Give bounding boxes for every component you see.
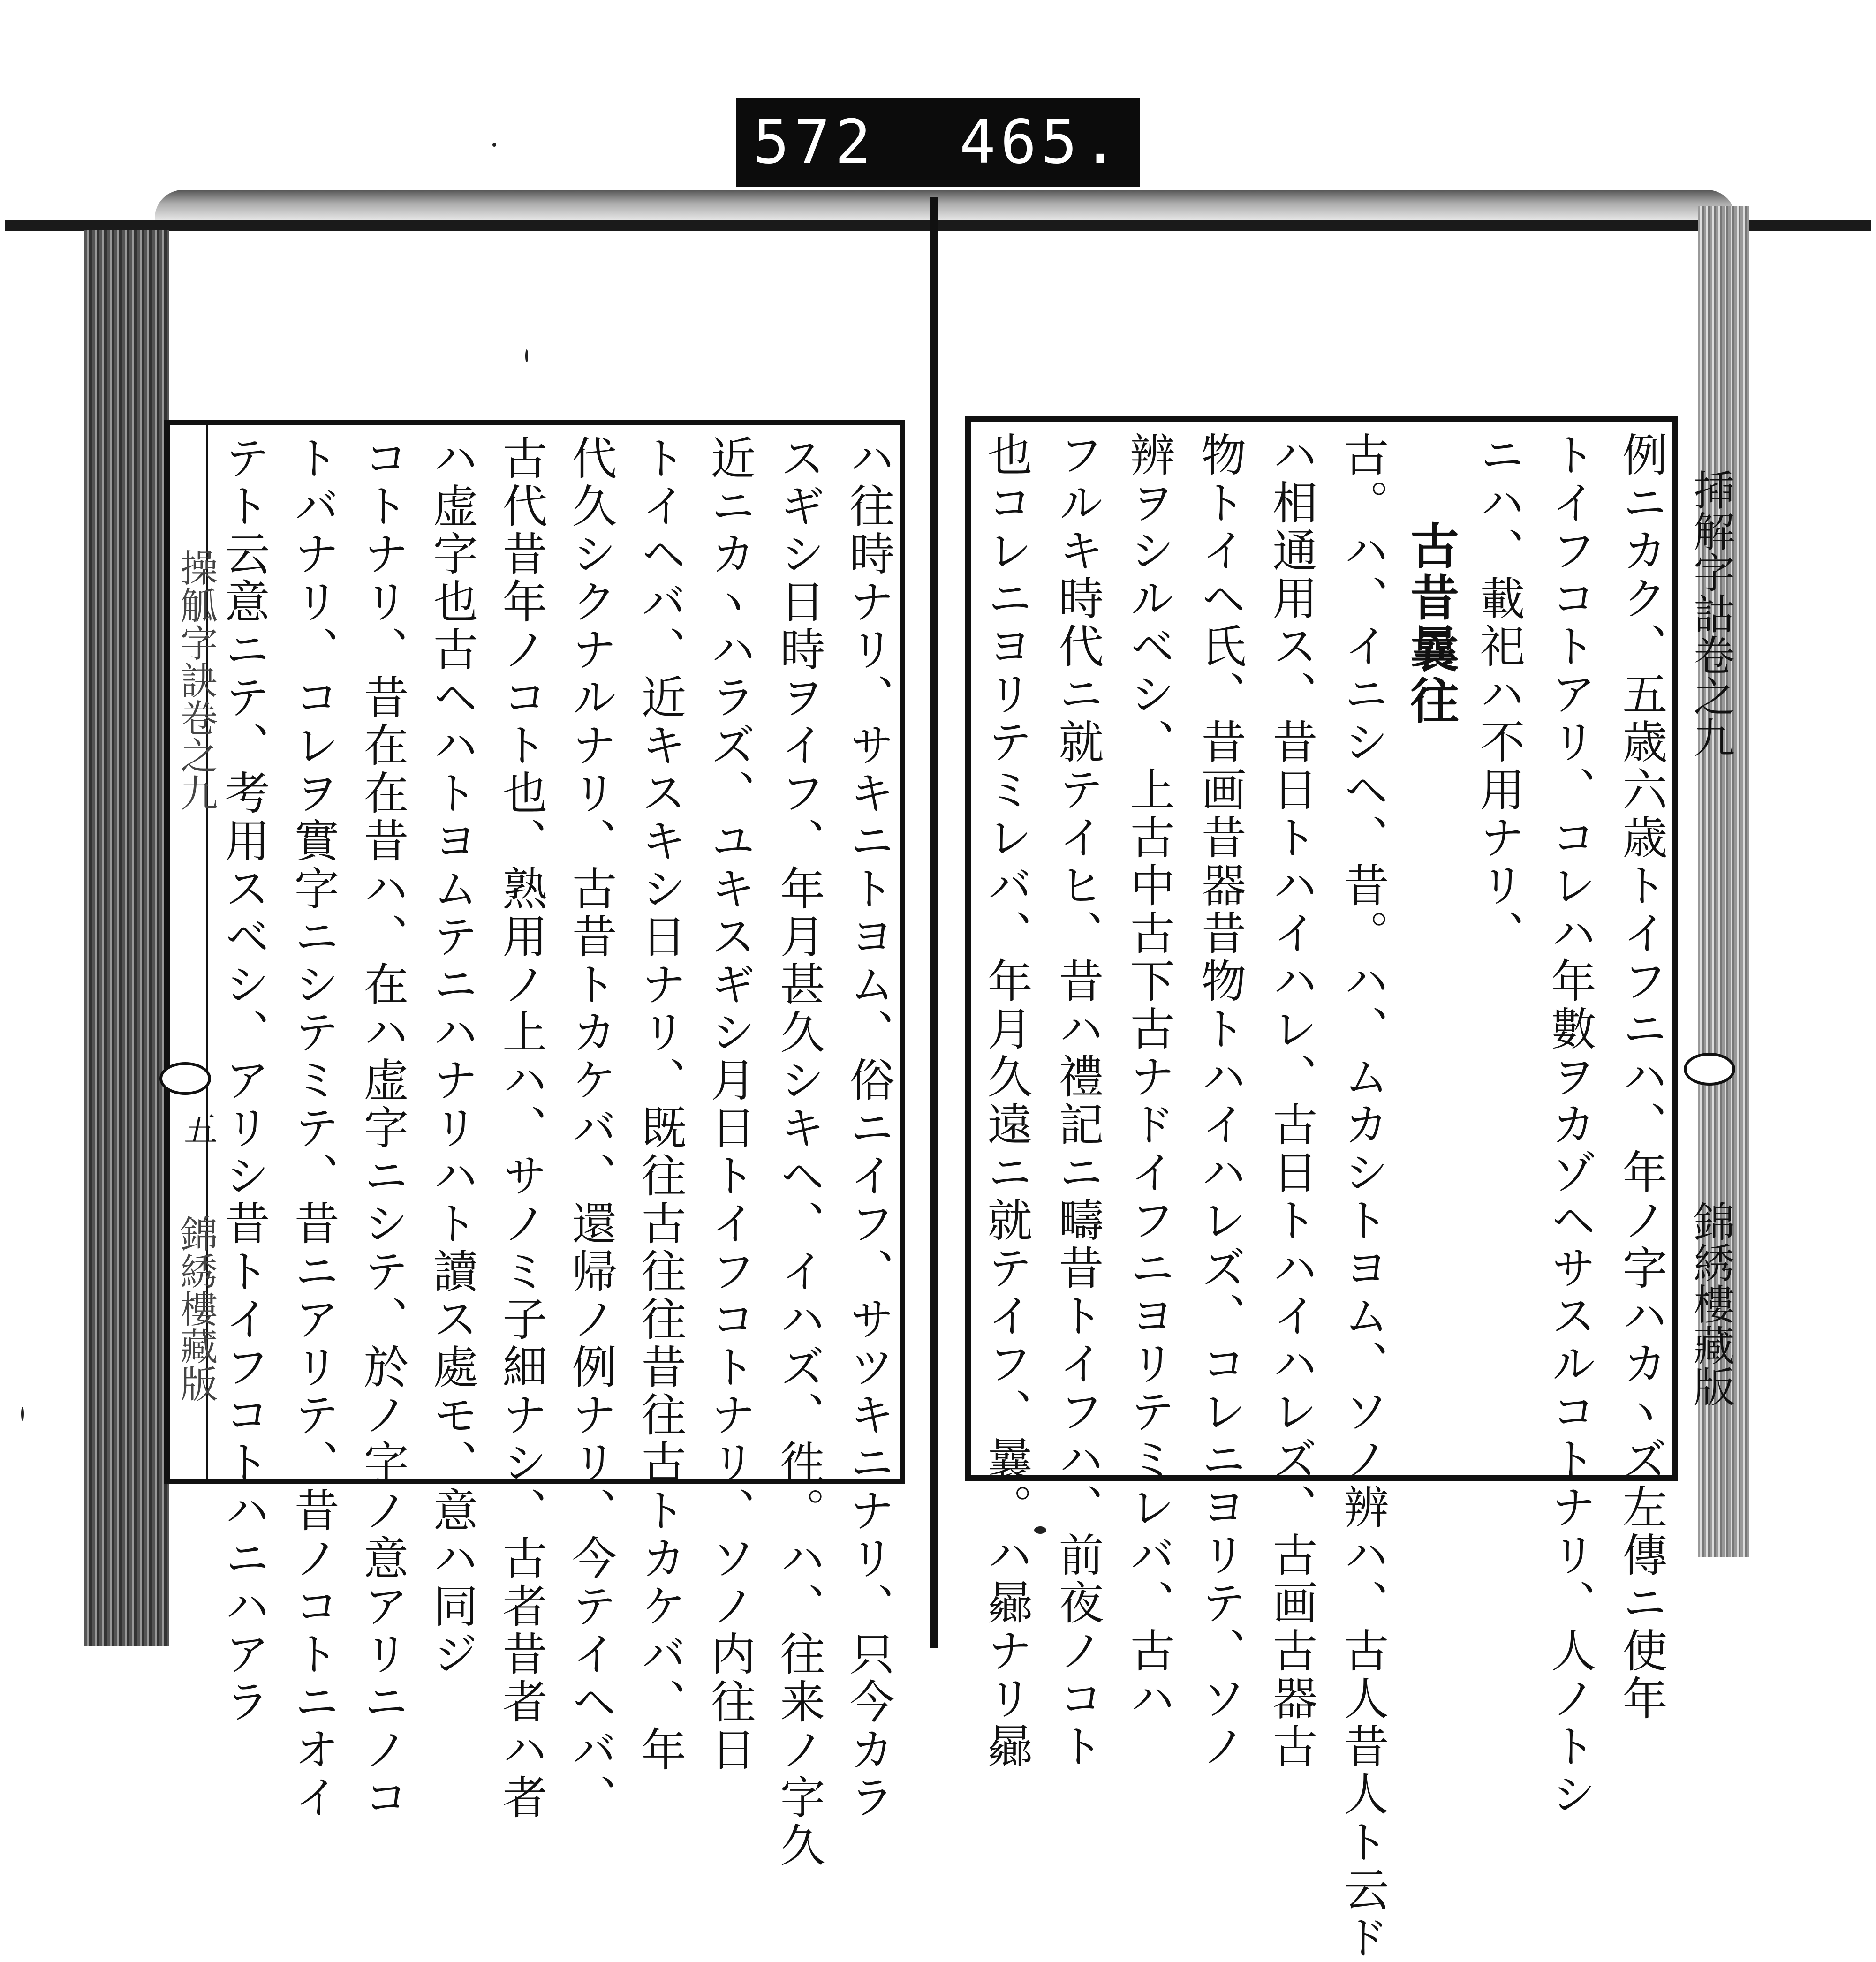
left-text-column: テト云意ニテ、考用スベシ、アリシ昔トイフコトハニハアラ: [218, 435, 270, 1726]
book-spine-gutter: [930, 197, 938, 1648]
right-margin-publisher: 錦綉樓藏版: [1687, 1200, 1735, 1407]
left-text-column: 古代昔年ノコト也、熟用ノ上ハ、サノミ子細ナシ、古者昔者ハ者: [495, 435, 548, 1822]
left-margin-title: 操觚字訣卷之九: [174, 549, 218, 811]
right-text-column: 古。ハ、イニシヘ、昔。ハ、ムカシトヨム、ソノ辨ハ、古人昔人ト云ド: [1337, 431, 1389, 1962]
left-text-column: コトナリ、昔在在昔ハ、在ハ虚字ニシテ、於ノ字ノ意アリニノコ: [356, 435, 409, 1822]
book-top-edge: [155, 190, 1735, 223]
right-text-column: 物トイヘ氏、昔画昔器昔物トハイハレズ、コレニヨリテ、ソノ: [1194, 431, 1247, 1771]
scan-speck: [492, 143, 496, 147]
left-margin-fish-tail-mark: [159, 1062, 211, 1095]
left-margin-publisher: 錦綉樓藏版: [174, 1215, 218, 1402]
right-text-column: ハ相通用ス、昔日トハイハレ、古日トハイハレズ、古画古器古: [1265, 431, 1318, 1771]
left-page-frame: [164, 420, 905, 1870]
right-margin-fish-tail-mark: [1684, 1053, 1735, 1086]
section-heading: 古昔曩往: [1402, 521, 1460, 727]
left-margin-leaf-number: 五: [178, 1111, 218, 1145]
left-text-column: 代久シクナルナリ、古昔トカケバ、還帰ノ例ナリ、今テイヘバ、: [565, 435, 617, 1822]
right-text-column: 也コレニヨリテミレバ、年月久遠ニ就テイフ、曩。ハ曏ナリ曏: [980, 431, 1033, 1771]
left-text-column: トバナリ、コレヲ實字ニシテミテ、昔ニアリテ、昔ノコトニオイ: [287, 435, 340, 1822]
right-text-column: 辨ヲシルベシ、上古中古下古ナドイフニヨリテミレバ、古ハ: [1123, 431, 1175, 1723]
right-text-column: トイフコトアリ、コレハ年數ヲカゾヘサスルコトナリ、人ノトシ: [1544, 431, 1596, 1819]
scan-speck: [21, 1407, 24, 1421]
scan-speck: [1034, 1526, 1046, 1534]
left-text-column: 近ニカヽハラズ、ユキスギシ月日トイフコトナリ、ソノ内往日: [704, 435, 756, 1774]
book-left-page-edges: [84, 230, 169, 1646]
left-text-column: トイヘバ、近キスキシ日ナリ、既往古往往昔往古トカケバ、年: [634, 435, 687, 1774]
catalog-number-label: [736, 98, 1140, 187]
right-text-column: フルキ時代ニ就テイヒ、昔ハ禮記ニ疇昔トイフハ、前夜ノコト: [1051, 431, 1104, 1771]
left-text-column: スギシ日時ヲイフ、年月甚久シキヘ、イハズ、徃。ハ、往来ノ字久: [773, 435, 825, 1870]
book-shadow-line: [5, 220, 1871, 231]
scan-speck: [525, 349, 528, 362]
catalog-right-number: 465.: [959, 107, 1123, 177]
right-margin-title: 揷解字詁卷之九: [1687, 469, 1735, 758]
left-text-column: ハ往時ナリ、サキニトヨム、俗ニイフ、サツキニナリ、只今カラ: [842, 435, 895, 1822]
right-page-frame: [965, 416, 1678, 1962]
catalog-left-number: 572: [753, 107, 876, 177]
left-text-column: ハ虚字也古ヘハトヨムテニハナリハト讀ス處モ、意ハ同ジ: [426, 435, 478, 1678]
right-text-column: ニハ、載祀ハ不用ナリ、: [1473, 431, 1525, 958]
right-text-column: 例ニカク、五歳六歳トイフニハ、年ノ字ハカヽズ左傳ニ使年: [1615, 431, 1668, 1723]
